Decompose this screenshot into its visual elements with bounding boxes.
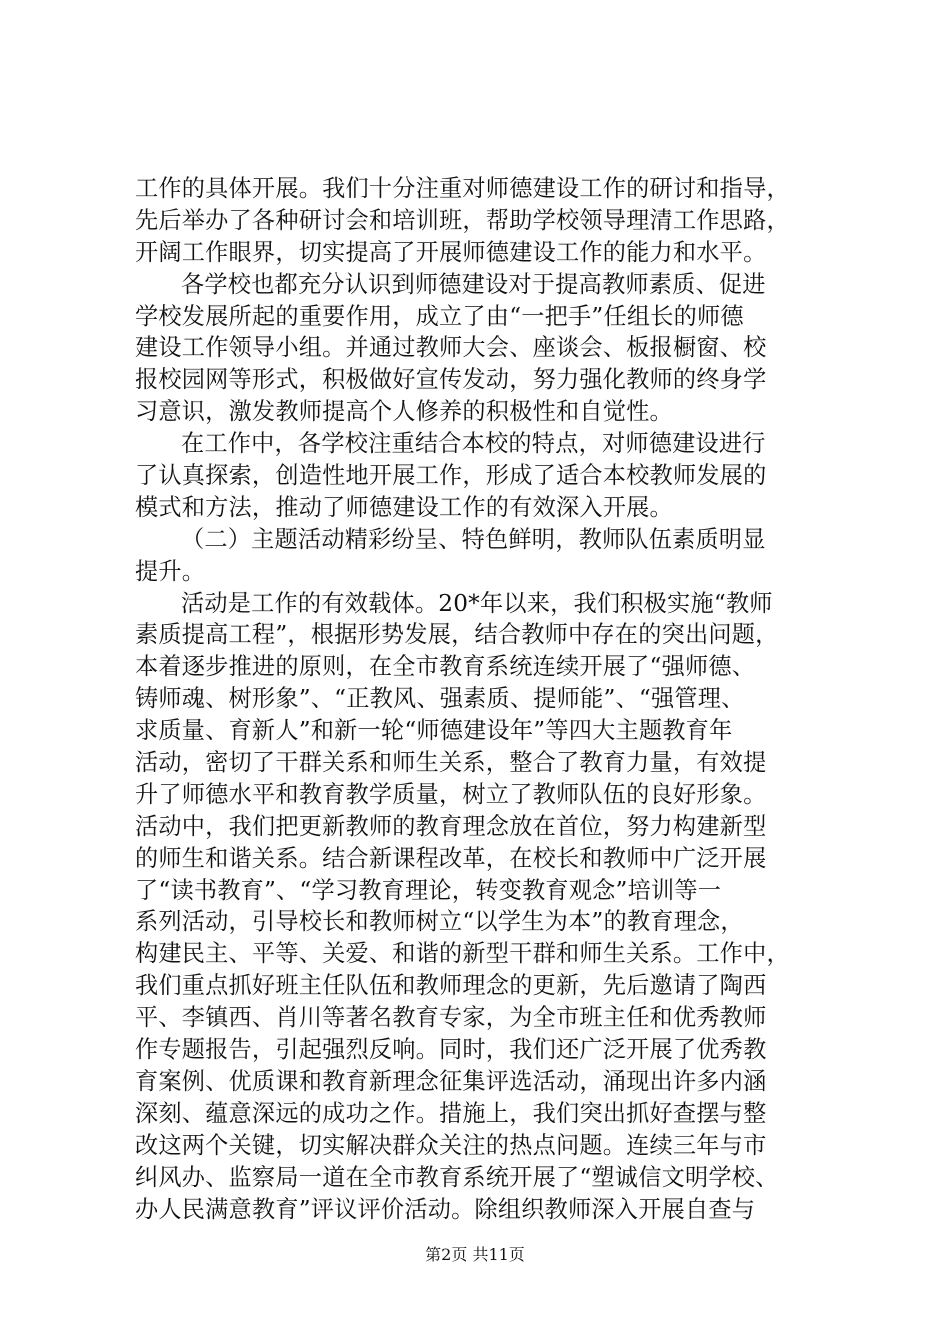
text-line: 办人民满意教育”评议评价活动。除组织教师深入开展自查与 [135,1195,756,1223]
paragraph-start-line: 各学校也都充分认识到师德建设对于提高教师素质、促进 [181,270,766,298]
text-line: 求质量、育新人”和新一轮“师德建设年”等四大主题教育年 [135,717,733,745]
text-line: 开阔工作眼界，切实提高了开展师德建设工作的能力和水平。 [135,238,767,266]
text-line: 模式和方法，推动了师德建设工作的有效深入开展。 [135,493,673,521]
text-line: 报校园网等形式，积极做好宣传发动，努力强化教师的终身学 [135,366,767,394]
text-line: 工作的具体开展。我们十分注重对师德建设工作的研讨和指导， [135,175,790,202]
text-line: 了“读书教育”、“学习教育理论，转变教育观念”培训等一 [135,876,722,904]
paragraph-start-line: 活动是工作的有效载体。20*年以来，我们积极实施“教师 [181,589,773,617]
text-line: 改这两个关键，切实解决群众关注的热点问题。连续三年与市 [135,1131,767,1159]
text-line: 深刻、蕴意深远的成功之作。措施上，我们突出抓好查摆与整 [135,1099,767,1127]
text-line: 习意识，激发教师提高个人修养的积极性和自觉性。 [135,398,673,426]
text-line: 构建民主、平等、关爱、和谐的新型干群和师生关系。工作中， [135,940,790,968]
text-line: 我们重点抓好班主任队伍和教师理念的更新，先后邀请了陶西 [135,972,767,1000]
text-line: 本着逐步推进的原则，在全市教育系统连续开展了“强师德、 [135,653,756,681]
paragraph-start-line: 在工作中，各学校注重结合本校的特点，对师德建设进行 [181,430,766,458]
text-line: 育案例、优质课和教育新理念征集评选活动，涌现出许多内涵 [135,1067,767,1095]
text-line: 作专题报告，引起强烈反响。同时，我们还广泛开展了优秀教 [135,1036,767,1064]
document-body [135,173,825,1225]
text-line: 活动中，我们把更新教师的教育理念放在首位，努力构建新型 [135,812,767,840]
page-footer: 第2页 共11页 [425,1245,525,1264]
text-line: 系列活动，引导校长和教师树立“以学生为本”的教育理念， [135,908,744,936]
section-heading-line: 提升。 [135,557,206,585]
text-line: 建设工作领导小组。并通过教师大会、座谈会、板报橱窗、校 [135,334,767,362]
text-line: 先后举办了各种研讨会和培训班，帮助学校领导理清工作思路， [135,206,790,234]
text-line: 平、李镇西、肖川等著名教育专家，为全市班主任和优秀教师 [135,1004,767,1032]
section-heading-line: （二）主题活动精彩纷呈、特色鲜明，教师队伍素质明显 [181,525,766,553]
text-line: 纠风办、监察局一道在全市教育系统开展了“塑诚信文明学校、 [135,1163,779,1191]
text-line: 了认真探索，创造性地开展工作，形成了适合本校教师发展的 [135,462,767,490]
text-line: 活动，密切了干群关系和师生关系，整合了教育力量，有效提 [135,749,767,777]
text-line: 的师生和谐关系。结合新课程改革，在校长和教师中广泛开展 [135,844,767,872]
text-line: 学校发展所起的重要作用，成立了由“一把手”任组长的师德 [135,302,744,330]
text-line: 素质提高工程”，根据形势发展，结合教师中存在的突出问题， [135,621,779,649]
text-line: 铸师魂、树形象”、“正教风、强素质、提师能”、“强管理、 [135,685,745,713]
text-line: 升了师德水平和教育教学质量，树立了教师队伍的良好形象。 [135,780,767,808]
